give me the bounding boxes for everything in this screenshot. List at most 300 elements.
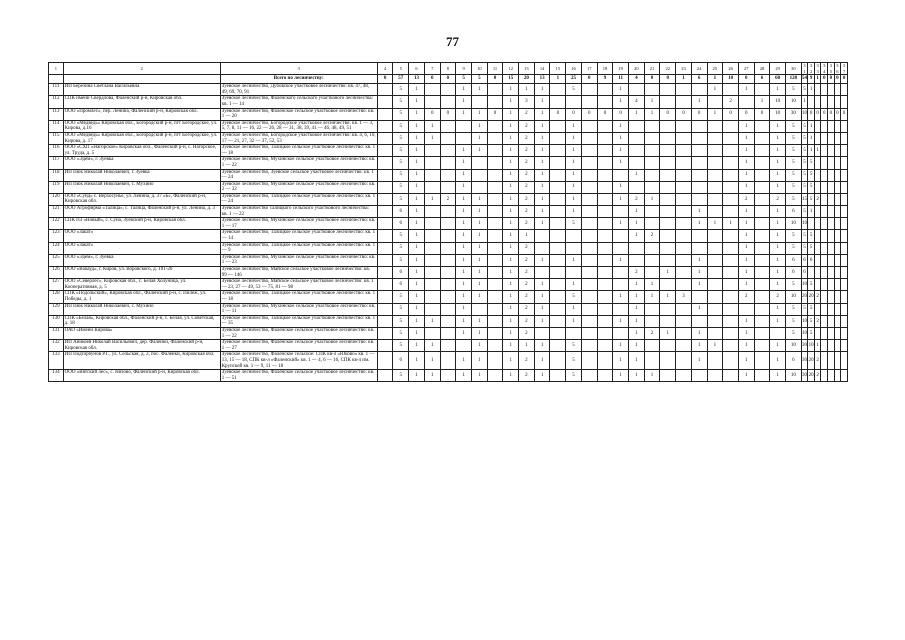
row-value [723, 340, 739, 352]
row-location: Зуевское лесничество, Фаленское сельское участковое лесничество: кв. 1 — 51 [220, 370, 377, 382]
total-value: 13 [534, 75, 550, 84]
row-value [754, 315, 770, 327]
row-value [629, 132, 645, 144]
row-value [834, 145, 841, 157]
row-value: 1 [738, 352, 754, 370]
row-value: 1 [409, 120, 425, 132]
table-row [49, 327, 848, 339]
row-value [581, 230, 597, 242]
row-value [814, 327, 821, 339]
row-value [691, 193, 707, 205]
row-value [660, 303, 676, 315]
row-value [550, 327, 566, 339]
row-value [471, 181, 487, 193]
row-value [754, 218, 770, 230]
row-value [834, 340, 841, 352]
row-value [597, 267, 613, 279]
row-value [834, 291, 841, 303]
row-value: 1 [691, 352, 707, 370]
row-value: 1 [691, 327, 707, 339]
row-value [566, 267, 582, 279]
row-value: 5 [808, 242, 815, 254]
row-value [707, 169, 723, 181]
row-value [440, 96, 456, 108]
row-value [550, 242, 566, 254]
row-value: 1 [503, 327, 519, 339]
row-value: 1 [613, 84, 629, 96]
row-value: 1 [566, 169, 582, 181]
row-value [821, 267, 828, 279]
row-value: 2 [519, 352, 535, 370]
row-value: 1 [566, 254, 582, 266]
row-value [828, 303, 835, 315]
row-value [550, 315, 566, 327]
row-location: Зуевское лесничество, Талицкое сельское участковое лесничество: кв. 1 — 24 [220, 193, 377, 205]
row-value [821, 169, 828, 181]
row-value: 6 [786, 254, 802, 266]
total-row [49, 75, 848, 84]
row-value: 10 [801, 279, 808, 291]
row-value [377, 267, 393, 279]
row-value [377, 303, 393, 315]
row-value: 1 [471, 218, 487, 230]
total-cell [49, 75, 64, 84]
row-value [821, 340, 828, 352]
row-location: Зуевское лесничество, Талицкое сельское участковое лесничество: кв. 1 — 18 [220, 291, 377, 303]
row-value [613, 279, 629, 291]
row-value [424, 145, 440, 157]
row-value: 20 [808, 352, 815, 370]
row-value [487, 315, 503, 327]
row-value [487, 291, 503, 303]
row-value [723, 370, 739, 382]
row-value: 1 [503, 96, 519, 108]
row-value [691, 242, 707, 254]
row-value: 1 [691, 218, 707, 230]
row-value [566, 327, 582, 339]
row-value [828, 370, 835, 382]
row-number: 132 [49, 340, 64, 352]
row-location: Зуевское лесничество, Мухинское сельское участковое лесничество: кв. 1 — 22 [221, 157, 376, 168]
row-value [676, 267, 692, 279]
row-location: Зуевское лесничество, Фаленское сельское участковое лесничество: кв. 1 — 22 [220, 327, 377, 339]
row-value [841, 84, 848, 96]
row-value: 2 [770, 291, 786, 303]
row-value [440, 230, 456, 242]
row-value: 1 [629, 230, 645, 242]
row-value: 1 [738, 279, 754, 291]
row-value: 1 [534, 157, 550, 169]
row-value: 3 [676, 291, 692, 303]
row-value: 1 [566, 279, 582, 291]
row-value [550, 267, 566, 279]
row-value [487, 340, 503, 352]
row-value: 1 [770, 254, 786, 266]
row-value: 6 [393, 352, 409, 370]
row-value [424, 84, 440, 96]
row-value: 1 [456, 242, 472, 254]
row-value [691, 120, 707, 132]
row-value: 5 [808, 303, 815, 315]
row-value [754, 267, 770, 279]
row-value: 1 [770, 145, 786, 157]
row-value: 1 [409, 230, 425, 242]
row-value [660, 181, 676, 193]
row-value [550, 370, 566, 382]
row-value [566, 96, 582, 108]
row-value [660, 96, 676, 108]
row-value: 0 [424, 108, 440, 120]
row-value: 1 [503, 242, 519, 254]
row-value [644, 340, 660, 352]
row-value [440, 120, 456, 132]
row-value: 1 [644, 370, 660, 382]
row-value [723, 315, 739, 327]
row-value [828, 352, 835, 370]
row-value: 1 [613, 340, 629, 352]
row-value: 5 [801, 132, 808, 144]
row-value: 1 [707, 108, 723, 120]
row-value: 1 [613, 315, 629, 327]
row-value: 5 [393, 145, 409, 157]
row-value [707, 279, 723, 291]
row-value: 1 [566, 145, 582, 157]
row-value: 1 [534, 315, 550, 327]
row-value: 1 [770, 303, 786, 315]
row-value [723, 84, 739, 96]
row-value: 2 [814, 193, 821, 205]
row-value [821, 84, 828, 96]
row-value [676, 370, 692, 382]
row-value: 1 [691, 279, 707, 291]
table-row [49, 84, 848, 96]
row-value: 5 [801, 181, 808, 193]
row-value [487, 96, 503, 108]
row-value [550, 157, 566, 169]
row-value: 5 [393, 327, 409, 339]
row-value [841, 169, 848, 181]
row-value [754, 303, 770, 315]
row-value [440, 169, 456, 181]
row-value: 1 [566, 120, 582, 132]
row-value [676, 157, 692, 169]
row-value: 5 [808, 315, 815, 327]
row-value [723, 169, 739, 181]
row-value [707, 291, 723, 303]
row-value [440, 218, 456, 230]
row-value: 1 [456, 254, 472, 266]
row-number: 128 [49, 291, 64, 303]
row-number: 126 [49, 267, 64, 279]
row-value [581, 193, 597, 205]
row-value [723, 242, 739, 254]
row-value: 1 [424, 132, 440, 144]
row-value: 0 [550, 108, 566, 120]
row-name: ООО «Северлес», Кировская обл., с. Белая Холуница, ул. Кооперативная, д. 5 [63, 279, 220, 291]
row-value [841, 230, 848, 242]
row-value: 1 [770, 267, 786, 279]
row-value [487, 169, 503, 181]
row-value [691, 157, 707, 169]
row-value [814, 218, 821, 230]
row-value: 3 [519, 96, 535, 108]
row-value: 1 [660, 267, 676, 279]
row-value: 2 [519, 254, 535, 266]
row-value: 5 [393, 254, 409, 266]
row-value: 1 [629, 108, 645, 120]
row-value [377, 96, 393, 108]
row-value [828, 254, 835, 266]
row-value [754, 242, 770, 254]
row-location: Зуевское лесничество, Мухинское сельское участковое лесничество: кв. 1 — 11 [221, 303, 376, 315]
row-value: 2 [723, 96, 739, 108]
total-value: 20 [519, 75, 535, 84]
row-value [550, 96, 566, 108]
row-value [629, 181, 645, 193]
row-name: ООО «Эдем», г. Зуевка [63, 157, 220, 169]
header-cell: 24 [691, 63, 707, 75]
row-value [644, 352, 660, 370]
row-value [660, 370, 676, 382]
row-value: 1 [471, 279, 487, 291]
row-value [828, 169, 835, 181]
row-value: 1 [409, 145, 425, 157]
row-value: 6 [801, 254, 808, 266]
row-value: 20 [808, 370, 815, 382]
row-value: 1 [613, 370, 629, 382]
row-value [581, 96, 597, 108]
row-value: 1 [424, 193, 440, 205]
row-value: 1 [471, 327, 487, 339]
row-value [821, 193, 828, 205]
row-value [841, 145, 848, 157]
row-value: 2 [519, 108, 535, 120]
row-value [707, 315, 723, 327]
row-value: 1 [409, 327, 425, 339]
row-value [707, 242, 723, 254]
row-value: 5 [393, 132, 409, 144]
row-value [456, 132, 472, 144]
row-value: 1 [409, 218, 425, 230]
row-value [754, 120, 770, 132]
total-value: 9 [597, 75, 613, 84]
row-value [676, 303, 692, 315]
row-value: 1 [424, 370, 440, 382]
row-value [834, 169, 841, 181]
row-value [723, 291, 739, 303]
row-number: 116 [49, 145, 64, 157]
row-value: 1 [409, 315, 425, 327]
row-value [597, 206, 613, 218]
total-value: 1 [707, 75, 723, 84]
row-value [723, 230, 739, 242]
row-value [723, 267, 739, 279]
row-value: 5 [786, 327, 802, 339]
row-value [377, 340, 393, 352]
row-value [581, 181, 597, 193]
row-value [834, 84, 841, 96]
row-value: 1 [409, 84, 425, 96]
row-value: 1 [471, 340, 487, 352]
row-value [814, 279, 821, 291]
row-value [377, 108, 393, 120]
row-value: 1 [707, 340, 723, 352]
row-value: 1 [471, 267, 487, 279]
row-value: 2 [738, 193, 754, 205]
data-table [48, 62, 848, 382]
row-value: 0 [841, 108, 848, 120]
row-value [597, 340, 613, 352]
row-value: 5 [808, 230, 815, 242]
header-cell: 37 [841, 63, 848, 75]
row-value [597, 230, 613, 242]
row-value: 5 [786, 315, 802, 327]
row-value: 1 [534, 279, 550, 291]
row-value: 1 [409, 279, 425, 291]
header-cell: 15 [550, 63, 566, 75]
row-value: 1 [770, 340, 786, 352]
row-value [754, 279, 770, 291]
row-number: 114 [49, 120, 64, 132]
row-location: Зуевское лесничество, Мухинское сельское участковое лесничество: кв. 2 — 32 [221, 181, 376, 193]
row-value [629, 242, 645, 254]
row-value: 2 [629, 267, 645, 279]
row-value: 2 [770, 193, 786, 205]
row-value: 1 [629, 218, 645, 230]
row-value [676, 96, 692, 108]
row-value: 1 [629, 370, 645, 382]
row-value [814, 169, 821, 181]
row-value: 1 [471, 242, 487, 254]
row-value: 1 [814, 145, 821, 157]
row-value [841, 96, 848, 108]
row-value: 1 [770, 218, 786, 230]
total-label: Всего по лесничеству: [220, 75, 377, 84]
row-value [597, 181, 613, 193]
row-name: ООО «Эдем», г. Зуевка [63, 254, 220, 266]
row-value [660, 340, 676, 352]
row-value: 1 [471, 145, 487, 157]
row-value [738, 303, 754, 315]
row-value [377, 120, 393, 132]
row-value [550, 218, 566, 230]
row-value [828, 206, 835, 218]
row-value [676, 145, 692, 157]
row-value: 1 [471, 206, 487, 218]
row-value [828, 157, 835, 169]
row-value [644, 254, 660, 266]
row-value [644, 169, 660, 181]
row-name: ООО «Вовауд», г. Киров, ул. Воровского, д. 101-20 [63, 267, 220, 279]
row-value: 1 [644, 193, 660, 205]
table-row [49, 303, 848, 315]
row-value [723, 303, 739, 315]
row-value [377, 315, 393, 327]
row-value: 1 [503, 254, 519, 266]
row-value [828, 84, 835, 96]
row-number: 120 [49, 193, 64, 205]
row-value [440, 340, 456, 352]
row-value: 0 [691, 108, 707, 120]
row-value [534, 327, 550, 339]
row-value: 1 [409, 157, 425, 169]
row-value: 1 [456, 279, 472, 291]
row-value [841, 254, 848, 266]
row-value [440, 242, 456, 254]
row-name: ООО «Медведь» Кировская обл., Богородский р-н, пгт Богородское, ул. Кирова, д. 17 [63, 132, 220, 144]
table-row [49, 291, 848, 303]
row-value: 6 [393, 218, 409, 230]
row-value: 1 [691, 303, 707, 315]
row-value [487, 279, 503, 291]
row-value: 30 [801, 370, 808, 382]
row-location: Зуевское лесничество, Талицкое сельское участковое лесничество: кв. 1 — 35 [220, 315, 377, 327]
row-value: 1 [801, 96, 808, 108]
row-value [814, 181, 821, 193]
header-cell: 36 [834, 63, 841, 75]
row-value: 1 [424, 352, 440, 370]
total-value: 6 [691, 75, 707, 84]
row-value [676, 315, 692, 327]
row-value [828, 327, 835, 339]
row-value [613, 242, 629, 254]
row-value [487, 193, 503, 205]
row-number: 125 [49, 254, 64, 266]
row-value [691, 315, 707, 327]
row-value [821, 230, 828, 242]
header-cell: 22 [660, 63, 676, 75]
row-value: 1 [534, 218, 550, 230]
row-value: 1 [613, 193, 629, 205]
row-value: 5 [808, 169, 815, 181]
row-value [841, 303, 848, 315]
row-value: 1 [503, 120, 519, 132]
row-value: 5 [393, 108, 409, 120]
row-value: 1 [738, 169, 754, 181]
row-value: 1 [738, 340, 754, 352]
row-value: 5 [393, 315, 409, 327]
row-value [487, 218, 503, 230]
header-cell: 29 [770, 63, 786, 75]
row-value: 1 [471, 84, 487, 96]
row-value [424, 218, 440, 230]
row-value [834, 206, 841, 218]
row-name: ИП Пюк Николай Николаевич, с. Мухино [63, 303, 220, 315]
row-location: Зуевское лесничество, Мухинское сельское участковое лесничество: кв. 1 — 23 [221, 254, 376, 266]
row-value [754, 327, 770, 339]
table-row [49, 254, 848, 266]
row-value [691, 181, 707, 193]
row-value: 1 [629, 206, 645, 218]
row-name: СПК «Подольский», Кировская обл., Фаленский р-н, с. Пилеж, ул. Победы, д. 1 [63, 291, 220, 303]
row-value: 5 [801, 230, 808, 242]
row-value [841, 291, 848, 303]
row-value: 1 [738, 206, 754, 218]
row-value [821, 327, 828, 339]
row-value: 2 [814, 352, 821, 370]
row-value [707, 267, 723, 279]
row-value: 1 [456, 169, 472, 181]
row-number: 117 [49, 157, 64, 169]
header-cell: 19 [613, 63, 629, 75]
row-value [613, 206, 629, 218]
row-value [660, 132, 676, 144]
table-row [49, 169, 848, 181]
row-value [597, 279, 613, 291]
row-value: 1 [566, 303, 582, 315]
row-number: 127 [49, 279, 64, 291]
row-location: Зуевское лесничество, Фаленское сельское: СПК кв-л «Юково» кв. 1 — 13, 15 — 18, СПК кв-л «Фаленский» кв. 1 — 4, 6 — 16, СПК кв-л им. Крупской кв. 1 — 9, 11 — 18 [220, 352, 377, 370]
